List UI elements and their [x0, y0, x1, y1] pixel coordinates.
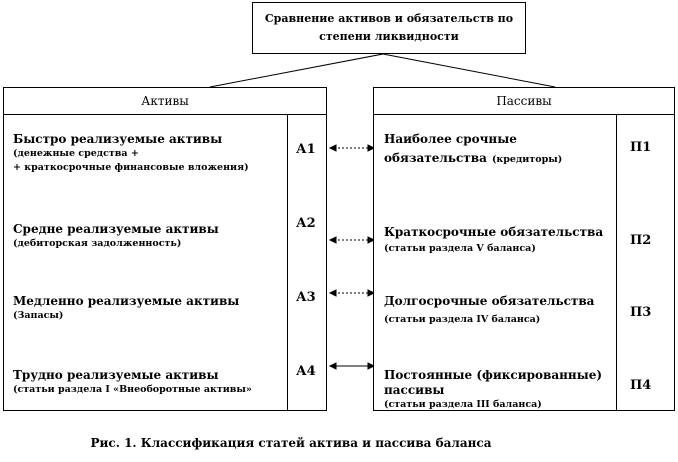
- title-to-liabilities-line: [383, 54, 555, 87]
- asset-a3-detail-1: (Запасы): [13, 310, 64, 321]
- liability-p2-code: П2: [630, 233, 652, 248]
- liability-p3-detail: (статьи раздела IV баланса): [384, 314, 541, 325]
- asset-item-a2: [13, 222, 285, 251]
- liability-p4-code: П4: [630, 378, 652, 393]
- asset-a1-detail-1: (денежные средства +: [13, 148, 139, 159]
- title-box: [252, 2, 526, 54]
- figure-caption: Рис. 1. Классификация статей актива и пассива баланса: [90, 436, 492, 450]
- liability-p3-name: Долгосрочные обязательства: [384, 294, 595, 308]
- liability-p4-name-1: Постоянные (фиксированные): [384, 368, 603, 382]
- asset-a2-code: А2: [296, 216, 316, 231]
- arrow-a4-p4: [330, 363, 374, 369]
- asset-a2-detail-1: (дебиторская задолженность): [13, 238, 182, 249]
- assets-code-separator: [287, 114, 288, 410]
- assets-box: [3, 87, 327, 411]
- liability-item-p4: [384, 368, 614, 411]
- liabilities-code-separator: [616, 114, 617, 410]
- arrow-a3-p3: [330, 290, 374, 296]
- title-line-2: степени ликвидности: [319, 30, 459, 43]
- liability-p1-code: П1: [630, 140, 652, 155]
- assets-header: Активы: [4, 88, 326, 115]
- liabilities-box: [373, 87, 675, 411]
- arrow-a2-p2: [330, 237, 374, 243]
- liability-p2-detail: (статьи раздела V баланса): [384, 243, 536, 254]
- liability-p1-detail: (кредиторы): [491, 154, 563, 165]
- liability-item-p3: [384, 294, 614, 327]
- liability-item-p2: [384, 225, 614, 256]
- asset-item-a3: [13, 294, 285, 323]
- asset-item-a1: [13, 132, 285, 175]
- liability-p2-name: Краткосрочные обязательства: [384, 225, 604, 239]
- title-to-assets-line: [210, 54, 383, 87]
- asset-a2-name: Средне реализуемые активы: [13, 222, 219, 236]
- asset-a1-name: Быстро реализуемые активы: [13, 132, 223, 146]
- liability-p1-name-2: обязательства: [384, 151, 487, 165]
- liability-p1-name-1: Наиболее срочные: [384, 132, 517, 146]
- liability-item-p1: [384, 132, 614, 167]
- title-line-1: Сравнение активов и обязательств по: [264, 12, 514, 25]
- asset-a4-name: Трудно реализуемые активы: [13, 368, 219, 382]
- asset-a3-name: Медленно реализуемые активы: [13, 294, 240, 308]
- asset-a1-detail-2: + краткосрочные финансовые вложения): [13, 162, 249, 173]
- asset-a3-code: А3: [296, 290, 316, 305]
- asset-a4-detail-1: (статьи раздела I «Внеоборотные активы»: [13, 384, 252, 395]
- liability-p3-code: П3: [630, 305, 652, 320]
- asset-a4-code: А4: [296, 364, 316, 379]
- asset-item-a4: [13, 368, 285, 397]
- liability-p4-detail: (статьи раздела III баланса): [384, 399, 542, 410]
- liabilities-header: Пассивы: [374, 88, 674, 115]
- liability-p4-name-2: пассивы: [384, 383, 445, 397]
- asset-a1-code: А1: [296, 142, 316, 157]
- arrow-a1-p1: [330, 145, 374, 151]
